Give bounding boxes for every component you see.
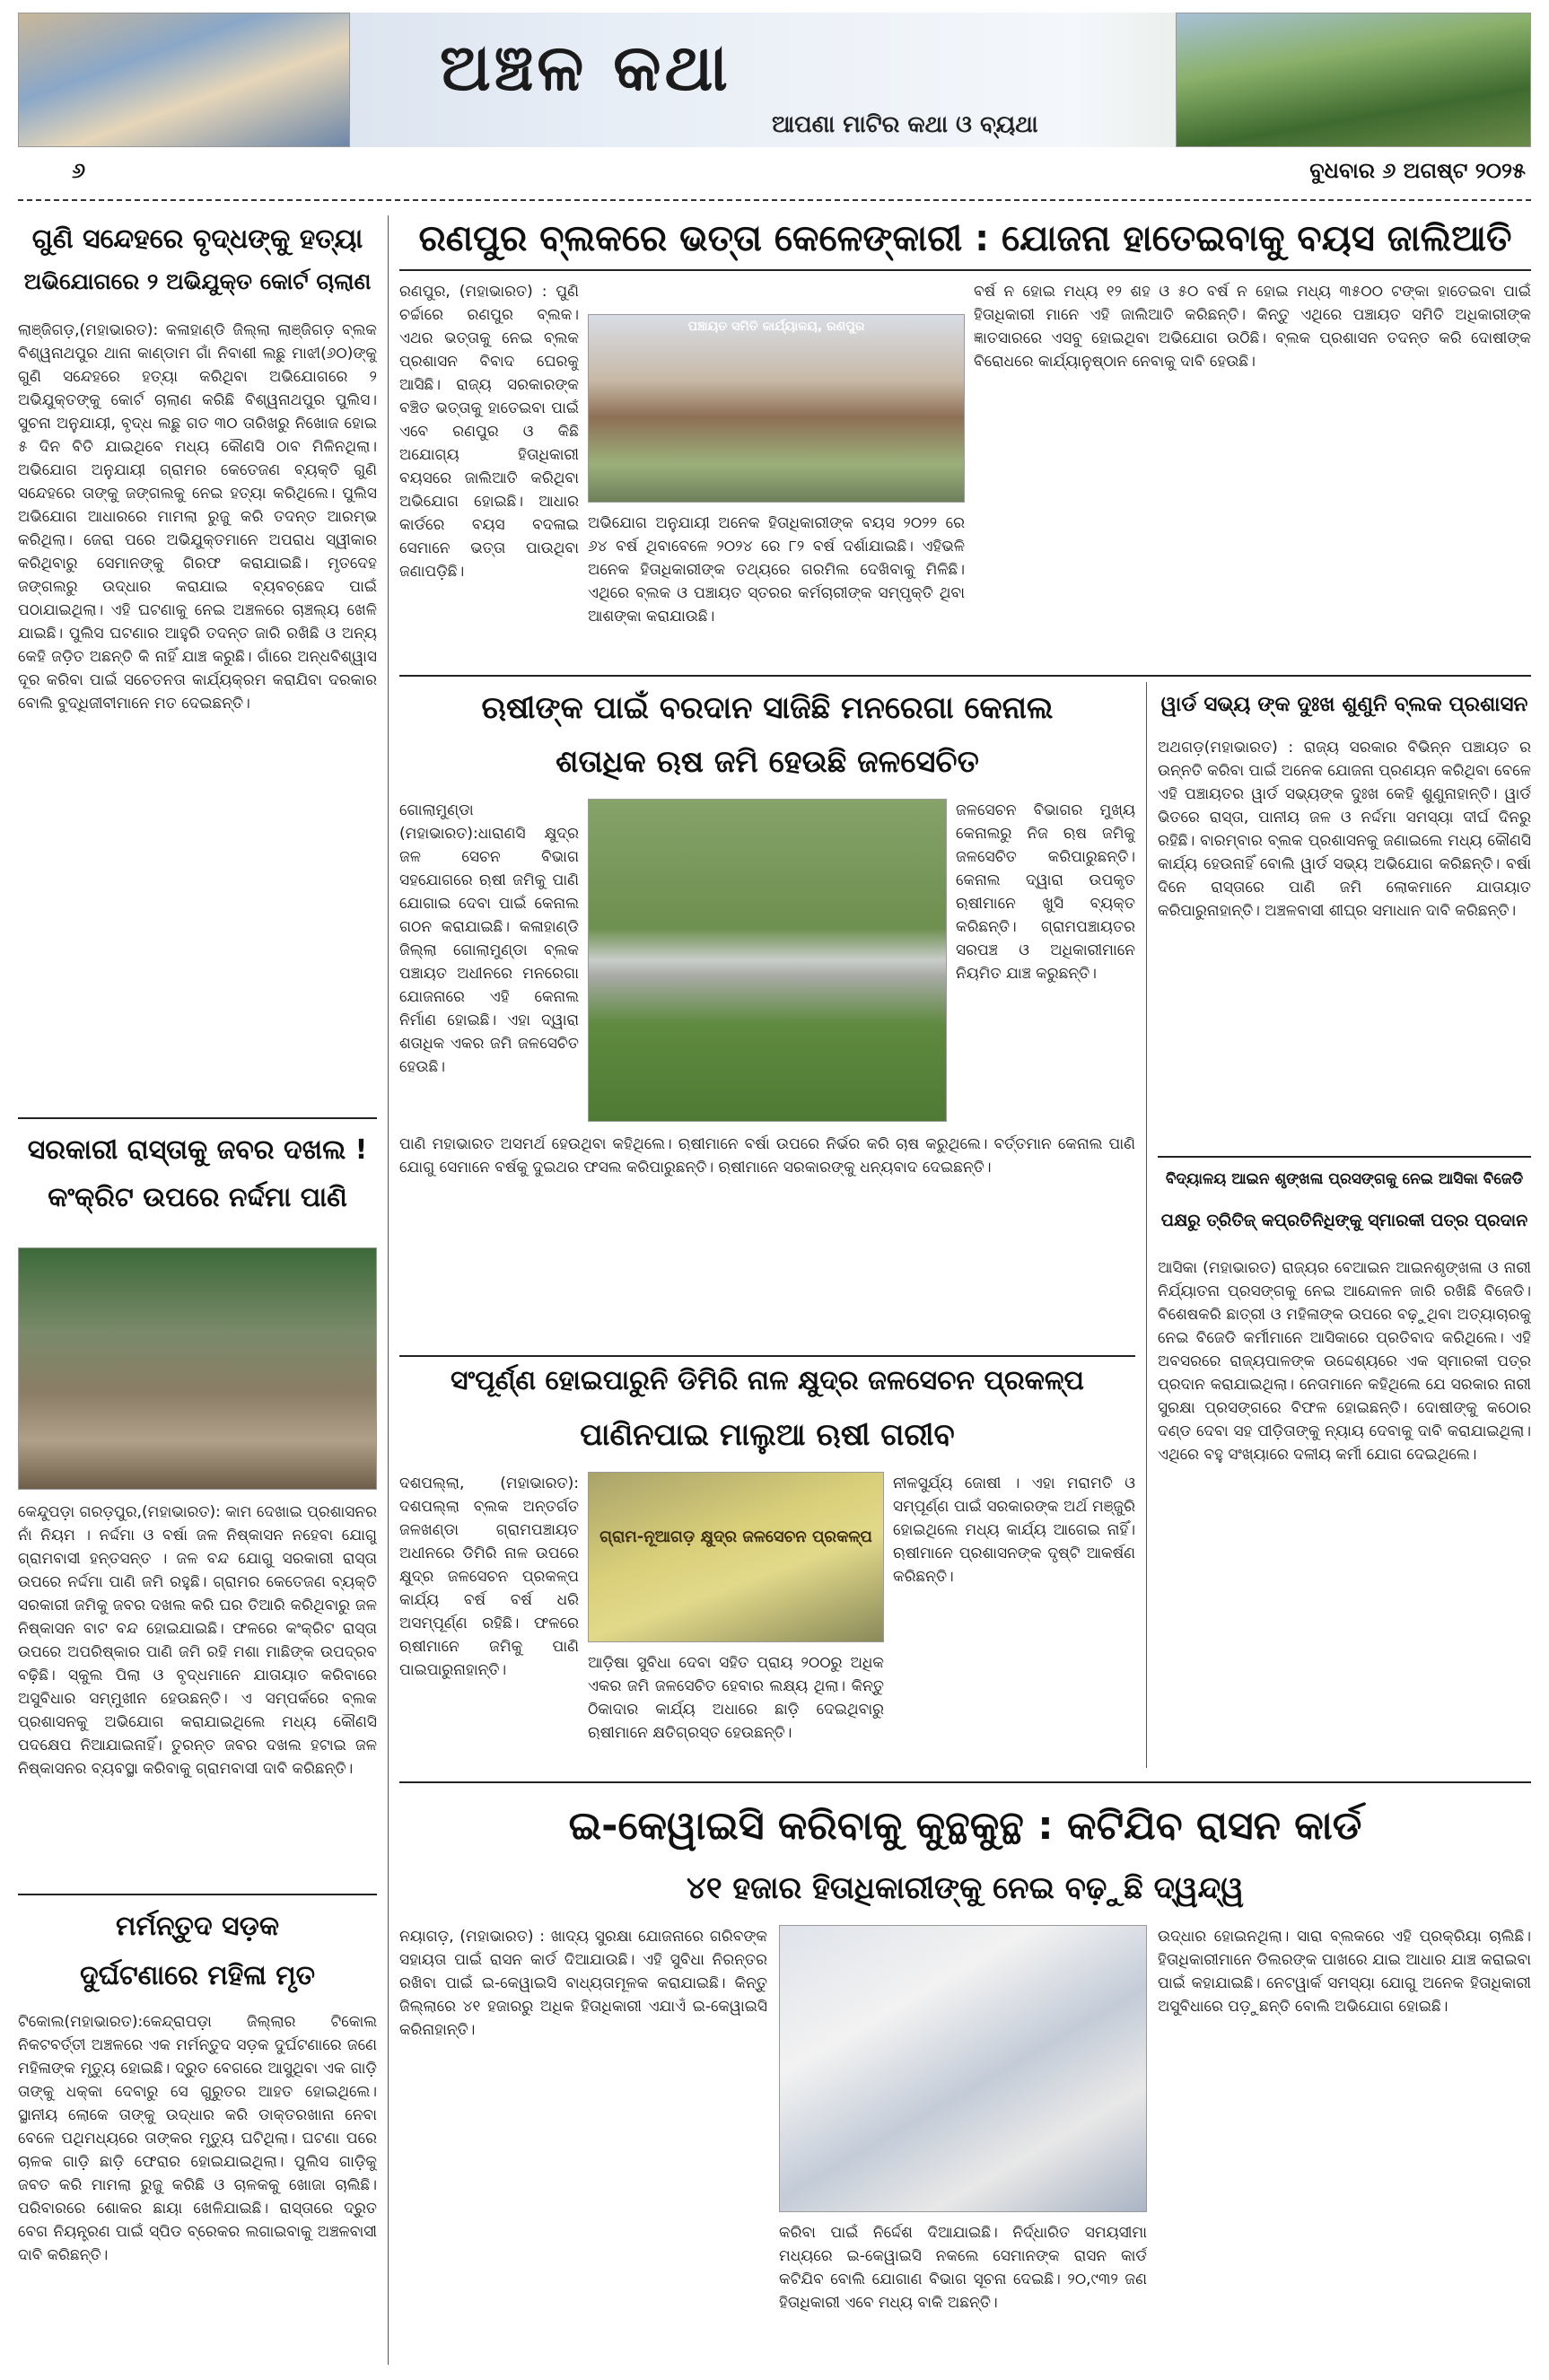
a4-bottom-rule bbox=[399, 675, 1531, 677]
a3-headline-line2: ଦୁର୍ଘଟଣାରେ ମହିଳା ମୃତ bbox=[79, 1960, 316, 1991]
a8-body-left: ଦଶପଲ୍ଲା, (ମହାଭାରତ): ଦଶପଲ୍ଲା ବ୍ଲକ ଅନ୍ତର୍ଗତ ଜଳଖଣ୍ଡା ଗ୍ରାମପଞ୍ଚାୟତ ଅଧୀନରେ ଡିମିରି ନାଳ ଉପରେ କ୍ଷୁଦ୍ର ଜଳସେଚନ ପ୍ରକଳ୍ପ କାର୍ଯ୍ୟ ବର୍ଷ ବର୍ଷ ଧରି ଅସମ୍ପୂର୍ଣ୍ଣ ରହିଛି। ଫଳରେ ଋଷୀମାନେ ଜମିକୁ ପାଣି ପାଇପାରୁନାହାନ୍ତି। bbox=[399, 1474, 579, 1679]
a5-photo-canal bbox=[588, 799, 947, 1122]
a9-body-mid: କରିବା ପାଇଁ ନିର୍ଦ୍ଦେଶ ଦିଆଯାଇଛି। ନିର୍ଦ୍ଧାରିତ ସମୟସୀମା ମଧ୍ୟରେ ଇ-କେୱାଇସି ନକଲେ ସେମାନଙ୍କ ରାସନ କାର୍ଡ କଟିଯିବ ବୋଲି ଯୋଗାଣ ବିଭାଗ ସୂଚନା ଦେଇଛି। ୨୦,୯୩୨ ଜଣ ହିତାଧିକାରୀ ଏବେ ମଧ୍ୟ ବାକି ଅଛନ୍ତି। bbox=[779, 2224, 1147, 2312]
header-rule bbox=[18, 199, 1531, 201]
a1-body: ଲାଞ୍ଜିଗଡ଼,(ମହାଭାରତ): କଳାହାଣ୍ଡି ଜିଲ୍ଲା ଲାଞ୍ଜିଗଡ଼ ବ୍ଲକ ବିଶ୍ୱନାଥପୁର ଥାନା କାଣ୍ଡାମ ଗାଁ ନିବାଶୀ ଲଛୁ ମାଝୀ(୬୦)ଙ୍କୁ ଗୁଣି ସନ୍ଦେହରେ ହତ୍ୟା କରିଥିବା ଅଭିଯୋଗରେ ୨ ଅଭିଯୁକ୍ତଙ୍କୁ କୋର୍ଟ ଚାଲାଣ କରିଛି ବିଶ୍ୱନାଥପୁର ପୁଲିସ। ସୁଚନା ଅନୁଯାୟୀ, ବୃଦ୍ଧ ଲଛୁ ଗତ ୩୦ ତାରିଖରୁ ନିଖୋଜ ହୋଇ ୫ ଦିନ ବିତି ଯାଇଥିବେ ମଧ୍ୟ କୌଣସି ଠାବ ମିଳିନଥିଲା। ଅଭିଯୋଗ ଅନୁଯାୟୀ ଗ୍ରାମର କେତେଜଣ ବ୍ୟକ୍ତି ଗୁଣି ସନ୍ଦେହରେ ତାଙ୍କୁ ଜଙ୍ଗଲକୁ ନେଇ ହତ୍ୟା କରିଥିଲେ। ପୁଲିସ ଅଭିଯୋଗ ଆଧାରରେ ମାମଲା ରୁଜୁ କରି ତଦନ୍ତ ଆରମ୍ଭ କରିଥିଲା। ଜେରା ପରେ ଅଭିଯୁକ୍ତମାନେ ଅପରାଧ ସ୍ୱୀକାର କରିଥିବାରୁ ସେମାନଙ୍କୁ ଗିରଫ କରାଯାଇଛି। ମୃତଦେହ ଜଙ୍ଗଲରୁ ଉଦ୍ଧାର କରାଯାଇ ବ୍ୟବଚ୍ଛେଦ ପାଇଁ ପଠାଯାଇଥିଲା। ଏହି ଘଟଣାକୁ ନେଇ ଅଞ୍ଚଳରେ ଚାଞ୍ଚଲ୍ୟ ଖେଳି ଯାଇଛି। ପୁଲିସ ଘଟଣାର ଆହୁରି ତଦନ୍ତ ଜାରି ରଖିଛି ଓ ଅନ୍ୟ କେହି ଜଡ଼ିତ ଅଛନ୍ତି କି ନାହିଁ ଯାଞ୍ଚ କରୁଛି। ଗାଁରେ ଅନ୍ଧବିଶ୍ୱାସ ଦୂର କରିବା ପାଇଁ ସଚେତନତା କାର୍ଯ୍ୟକ୍ରମ କରାଯିବା ଦରକାର ବୋଲି ବୁଦ୍ଧିଜୀବୀମାନେ ମତ ଦେଇଛନ୍ତି। bbox=[18, 321, 377, 713]
a4-body-mid: ଅଭିଯୋଗ ଅନୁଯାୟୀ ଅନେକ ହିତାଧିକାରୀଙ୍କ ବୟସ ୨୦୨୨ ରେ ୬୪ ବର୍ଷ ଥିବାବେଳେ ୨୦୨୪ ରେ ୮୨ ବର୍ଷ ଦର୍ଶାଯାଇଛି। ଏହିଭଳି ଅନେକ ହିତାଧିକାରୀଙ୍କ ତଥ୍ୟରେ ଗରମିଲ ଦେଖିବାକୁ ମିଳିଛି। ଏଥିରେ ବ୍ଲକ ଓ ପଞ୍ଚାୟତ ସ୍ତରର କର୍ମଚାରୀଙ୍କ ସମ୍ପୃକ୍ତି ଥିବା ଆଶଙ୍କା କରାଯାଉଛି। bbox=[588, 514, 965, 626]
a8-top-rule bbox=[399, 1355, 1135, 1357]
column-separator-right bbox=[1146, 682, 1147, 1768]
a1-headline-line2: ଅଭିଯୋଗରେ ୨ ଅଭିଯୁକ୍ତ କୋର୍ଟ ଚାଲାଣ bbox=[23, 268, 372, 294]
issue-date: ବୁଧବାର ୬ ଅଗଷ୍ଟ ୨୦୨୫ bbox=[1309, 158, 1526, 183]
masthead-photo-landscape bbox=[1176, 13, 1531, 147]
page-number: ୬ bbox=[72, 158, 86, 183]
a9-body-left: ନୟାଗଡ଼, (ମହାଭାରତ) : ଖାଦ୍ୟ ସୁରକ୍ଷା ଯୋଜନାରେ ଗରିବଙ୍କ ସହାୟତା ପାଇଁ ରାସନ କାର୍ଡ ଦିଆଯାଉଛି। ଏହି ସୁବିଧା ନିରନ୍ତର ରଖିବା ପାଇଁ ଇ-କେୱାଇସି ବାଧ୍ୟତାମୂଳକ କରାଯାଇଛି। କିନ୍ତୁ ଜିଲ୍ଲାରେ ୪୧ ହଜାରରୁ ଅଧିକ ହିତାଧିକାରୀ ଏଯାଏଁ ଇ-କେୱାଇସି କରିନାହାନ୍ତି। bbox=[399, 1928, 767, 2039]
a7-body: ଆସିକା (ମହାଭାରତ) ରାଜ୍ୟର ବେଆଇନ ଆଇନଶୃଙ୍ଖଳା ଓ ନାରୀ ନିର୍ଯ୍ୟାତନା ପ୍ରସଙ୍ଗକୁ ନେଇ ଆନ୍ଦୋଳନ ଜାରି ରଖିଛି ବିଜେଡି। ବିଶେଷକରି ଛାତ୍ରୀ ଓ ମହିଳାଙ୍କ ଉପରେ ବଢ଼ୁଥିବା ଅତ୍ୟାଚାରକୁ ନେଇ ବିଜେଡି କର୍ମୀମାନେ ଆସିକାରେ ପ୍ରତିବାଦ କରିଥିଲେ। ଏହି ଅବସରରେ ରାଜ୍ୟପାଳଙ୍କ ଉଦ୍ଦେଶ୍ୟରେ ଏକ ସ୍ମାରକୀ ପତ୍ର ପ୍ରଦାନ କରାଯାଇଥିଲା। ନେତାମାନେ କହିଥିଲେ ଯେ ସରକାର ନାରୀ ସୁରକ୍ଷା ପ୍ରସଙ୍ଗରେ ବିଫଳ ହୋଇଛନ୍ତି। ଦୋଷୀଙ୍କୁ କଠୋର ଦଣ୍ଡ ଦେବା ସହ ପୀଡ଼ିତାଙ୍କୁ ନ୍ୟାୟ ଦେବାକୁ ଦାବି କରାଯାଇଥିଲା। ଏଥିରେ ବହୁ ସଂଖ୍ୟାରେ ଦଳୀୟ କର୍ମୀ ଯୋଗ ଦେଇଥିଲେ। bbox=[1158, 1259, 1531, 1464]
a1-headline-line1: ଗୁଣି ସନ୍ଦେହରେ ବୃଦ୍ଧଙ୍କୁ ହତ୍ୟା bbox=[31, 223, 363, 255]
a6-headline: ୱାର୍ଡ ସଭ୍ୟ ଙ୍କ ଦୁଃଖ ଶୁଣୁନି ବ୍ଲକ ପ୍ରଶାସନ bbox=[1160, 693, 1528, 716]
a7-headline-line1: ବିଦ୍ୟାଳୟ ଆଇନ ଶୃଙ୍ଖଳା ପ୍ରସଙ୍ଗକୁ ନେଇ ଆସିକା ବିଜେଡି bbox=[1165, 1170, 1524, 1188]
a5-body-right: ଜଳସେଚନ ବିଭାଗର ମୁଖ୍ୟ କେନାଲରୁ ନିଜ ଋଷ ଜମିକୁ ଜଳସେଚିତ କରିପାରୁଛନ୍ତି। କେନାଲ ଦ୍ୱାରା ଉପକୃତ ଋଷୀମାନେ ଖୁସି ବ୍ୟକ୍ତ କରିଛନ୍ତି। ଗ୍ରାମପଞ୍ଚାୟତର ସରପଞ୍ଚ ଓ ଅଧିକାରୀମାନେ ନିୟମିତ ଯାଞ୍ଚ କରୁଛନ୍ତି। bbox=[956, 801, 1135, 983]
a4-body-left: ରଣପୁର, (ମହାଭାରତ) : ପୁଣି ଚର୍ଚ୍ଚାରେ ରଣପୁର ବ୍ଲକ। ଏଥର ଭତ୍ତାକୁ ନେଇ ବ୍ଲକ ପ୍ରଶାସନ ବିବାଦ ଘେରକୁ ଆସିଛି। ରାଜ୍ୟ ସରକାରଙ୍କ ବଞ୍ଚିତ ଭତ୍ତାକୁ ହାତେଇବା ପାଇଁ ଏବେ ରଣପୁର ଓ କିଛି ଅଯୋଗ୍ୟ ହିତାଧିକାରୀ ବୟସରେ ଜାଲିଆତି କରିଥିବା ଅଭିଯୋଗ ହୋଇଛି। ଆଧାର କାର୍ଡରେ ବୟସ ବଦଳାଇ ସେମାନେ ଭତ୍ତା ପାଉଥିବା ଜଣାପଡ଼ିଛି। bbox=[399, 283, 579, 581]
masthead-photo-children bbox=[18, 13, 350, 147]
a4-headline-rule bbox=[399, 269, 1531, 271]
a2-headline-line2: କଂକ୍ରିଟ ଉପରେ ନର୍ଦ୍ଦମା ପାଣି bbox=[48, 1182, 347, 1213]
a8-stone-inscription: ଗ୍ରାମ-ନୂଆଗଡ଼ କ୍ଷୁଦ୍ର ଜଳସେଚନ ପ୍ରକଳ୍ପ bbox=[599, 1527, 872, 1546]
a5-body-mid: ପାଣି ମହାଭାରତ ଅସମର୍ଥ ହେଉଥିବା କହିଥିଲେ। ଋଷୀମାନେ ବର୍ଷା ଉପରେ ନିର୍ଭର କରି ଚାଷ କରୁଥିଲେ। ବର୍ତ୍ତମାନ କେନାଲ ପାଣି ଯୋଗୁ ସେମାନେ ବର୍ଷକୁ ଦୁଇଥର ଫସଲ କରିପାରୁଛନ୍ତି। ଋଷୀମାନେ ସରକାରଙ୍କୁ ଧନ୍ୟବାଦ ଦେଇଛନ୍ତି। bbox=[399, 1135, 1135, 1177]
a9-headline: ଇ-କେୱାଇସି କରିବାକୁ କୁନ୍ଥକୁନ୍ଥ : କଟିଯିବ ରାସନ କାର୍ଡ bbox=[568, 1803, 1362, 1849]
a8-headline-line2: ପାଣିନପାଇ ମାଲୁଆ ଋଷୀ ଗରୀବ bbox=[580, 1417, 955, 1453]
left-divider-2 bbox=[18, 1894, 377, 1895]
a9-top-rule bbox=[399, 1781, 1531, 1783]
masthead bbox=[18, 13, 1531, 147]
right-divider bbox=[1158, 1156, 1531, 1158]
a9-photo-ration-cards bbox=[779, 1925, 1147, 2212]
a3-headline-line1: ମର୍ମନ୍ତୁଦ ସଡ଼କ bbox=[116, 1911, 279, 1942]
a8-headline-line1: ସଂପୂର୍ଣ୍ଣ ହୋଇପାରୁନି ଡିମିରି ନାଳ କ୍ଷୁଦ୍ର ଜଳସେଚନ ପ୍ରକଳ୍ପ bbox=[451, 1365, 1084, 1396]
a7-headline-line2: ପକ୍ଷରୁ ତ୍ରିତିଜ୍ କପ୍ରତିନିଧିଙ୍କୁ ସ୍ମାରକୀ ପତ୍ର ପ୍ରଦାନ bbox=[1160, 1211, 1528, 1230]
left-divider-1 bbox=[18, 1117, 377, 1119]
a3-body: ଟିକୋଲ(ମହାଭାରତ):କେନ୍ଦ୍ରାପଡ଼ା ଜିଲ୍ଲାର ଟିକୋଲ ନିକଟବର୍ତ୍ତୀ ଅଞ୍ଚଳରେ ଏକ ମର୍ମନ୍ତୁଦ ସଡ଼କ ଦୁର୍ଘଟଣାରେ ଜଣେ ମହିଳାଙ୍କ ମୃତ୍ୟୁ ହୋଇଛି। ଦ୍ରୁତ ବେଗରେ ଆସୁଥିବା ଏକ ଗାଡ଼ି ତାଙ୍କୁ ଧକ୍କା ଦେବାରୁ ସେ ଗୁରୁତର ଆହତ ହୋଇଥିଲେ। ସ୍ଥାନୀୟ ଲୋକେ ତାଙ୍କୁ ଉଦ୍ଧାର କରି ଡାକ୍ତରଖାନା ନେବା ବେଳେ ପଥିମଧ୍ୟରେ ତାଙ୍କର ମୃତ୍ୟୁ ଘଟିଥିଲା। ଘଟଣା ପରେ ଚାଳକ ଗାଡ଼ି ଛାଡ଼ି ଫେରାର ହୋଇଯାଇଥିଲା। ପୁଲିସ ଗାଡ଼ିକୁ ଜବତ କରି ମାମଲା ରୁଜୁ କରିଛି ଓ ଚାଳକକୁ ଖୋଜା ଚାଲିଛି। ପରିବାରରେ ଶୋକର ଛାୟା ଖେଳିଯାଇଛି। ରାସ୍ତାରେ ଦ୍ରୁତ ବେଗ ନିୟନ୍ତ୍ରଣ ପାଇଁ ସ୍ପିଡ ବ୍ରେକର ଲଗାଇବାକୁ ଅଞ୍ଚଳବାସୀ ଦାବି କରିଛନ୍ତି। bbox=[18, 2013, 377, 2264]
column-separator-left bbox=[388, 215, 389, 2365]
a5-headline-line1: ଋଷୀଙ୍କ ପାଇଁ ବରଦାନ ସାଜିଛି ମନରେଗା କେନାଲ bbox=[481, 690, 1054, 726]
a6-body: ଅଥଗଡ଼(ମହାଭାରତ) : ରାଜ୍ୟ ସରକାର ବିଭିନ୍ନ ପଞ୍ଚାୟତ ର ଉନ୍ନତି କରିବା ପାଇଁ ଅନେକ ଯୋଜନା ପ୍ରଣୟନ କରିଥିବା ବେଳେ ଏହି ପଞ୍ଚାୟତର ୱାର୍ଡ ସଭ୍ୟଙ୍କ ଦୁଃଖ କେହି ଶୁଣୁନାହାନ୍ତି। ୱାର୍ଡ ଭିତରେ ରାସ୍ତା, ପାନୀୟ ଜଳ ଓ ନର୍ଦ୍ଦମା ସମସ୍ୟା ଦୀର୍ଘ ଦିନରୁ ରହିଛି। ବାରମ୍ବାର ବ୍ଲକ ପ୍ରଶାସନକୁ ଜଣାଇଲେ ମଧ୍ୟ କୌଣସି କାର୍ଯ୍ୟ ହେଉନାହିଁ ବୋଲି ୱାର୍ଡ ସଭ୍ୟ ଅଭିଯୋଗ କରିଛନ୍ତି। ବର୍ଷା ଦିନେ ରାସ୍ତାରେ ପାଣି ଜମି ଲୋକମାନେ ଯାତାୟାତ କରିପାରୁନାହାନ୍ତି। ଅଞ୍ଚଳବାସୀ ଶୀଘ୍ର ସମାଧାନ ଦାବି କରିଛନ୍ତି। bbox=[1158, 739, 1531, 920]
a4-headline: ରଣପୁର ବ୍ଲକରେ ଭତ୍ତା କେଳେଙ୍କାରୀ : ଯୋଜନା ହାତେଇବାକୁ ବୟସ ଜାଲିଆତି bbox=[418, 218, 1512, 259]
a8-body-right: ନୀଳସୁର୍ଯ୍ୟ ଜୋଷୀ । ଏହା ମରାମତି ଓ ସମ୍ପୂର୍ଣ୍ଣ ପାଇଁ ସରକାରଙ୍କ ଅର୍ଥ ମଞ୍ଜୁରି ହୋଇଥିଲେ ମଧ୍ୟ କାର୍ଯ୍ୟ ଆଗେଇ ନାହିଁ। ଋଷୀମାନେ ପ୍ରଶାସନଙ୍କ ଦୃଷ୍ଟି ଆକର୍ଷଣ କରିଛନ୍ତି। bbox=[893, 1474, 1135, 1586]
a4-photo-caption: ପଞ୍ଚାୟତ ସମିତି କାର୍ଯ୍ୟାଳୟ, ରଣପୁର bbox=[687, 319, 865, 334]
a5-body-left: ଗୋଲାମୁଣ୍ଡା (ମହାଭାରତ):ଧାରାଣସି କ୍ଷୁଦ୍ର ଜଳ ସେଚନ ବିଭାଗ ସହଯୋଗରେ ଋଷୀ ଜମିକୁ ପାଣି ଯୋଗାଇ ଦେବା ପାଇଁ କେନାଲ ଗଠନ କରାଯାଇଛି। କଳାହାଣ୍ଡି ଜିଲ୍ଲା ଗୋଲାମୁଣ୍ଡା ବ୍ଲକ ପଞ୍ଚାୟତ ଅଧୀନରେ ମନରେଗା ଯୋଜନାରେ ଏହି କେନାଲ ନିର୍ମାଣ ହୋଇଛି। ଏହା ଦ୍ୱାରା ଶତାଧିକ ଏକର ଜମି ଜଳସେଚିତ ହେଉଛି। bbox=[399, 801, 579, 1076]
a4-body-right: ବର୍ଷ ନ ହୋଇ ମଧ୍ୟ ୧୨ ଶହ ଓ ୫୦ ବର୍ଷ ନ ହୋଇ ମଧ୍ୟ ୩୫୦୦ ଟଙ୍କା ହାତେଇବା ପାଇଁ ହିତାଧିକାରୀ ମାନେ ଏହି ଜାଲିଆତି କରିଛନ୍ତି। କିନ୍ତୁ ଏଥିରେ ପଞ୍ଚାୟତ ସମିତି ଅଧିକାରୀଙ୍କ ଜ୍ଞାତସାରରେ ଏସବୁ ହୋଇଥିବା ଅଭିଯୋଗ ଉଠିଛି। ବ୍ଲକ ପ୍ରଶାସନ ତଦନ୍ତ କରି ଦୋଷୀଙ୍କ ବିରୋଧରେ କାର୍ଯ୍ୟାନୁଷ୍ଠାନ ନେବାକୁ ଦାବି ହେଉଛି। bbox=[974, 283, 1531, 371]
a8-photo-project-stone bbox=[588, 1472, 884, 1642]
newspaper-title: ଅଞ୍ଚଳ କଥା bbox=[440, 29, 731, 105]
a2-body: କେନ୍ଦୁପଡ଼ା ଗରଡ଼ପୁର,(ମହାଭାରତ): କାମ ଦେଖାଇ ପ୍ରଶାସନର ନାଁ ନିୟମ । ନର୍ଦ୍ଦମା ଓ ବର୍ଷା ଜଳ ନିଷ୍କାସନ ନହେବା ଯୋଗୁ ଗ୍ରାମବାସୀ ହନ୍ତସନ୍ତ । ଜଳ ବନ୍ଦ ଯୋଗୁ ସରକାରୀ ରାସ୍ତା ଉପରେ ନର୍ଦ୍ଦମା ପାଣି ଜମି ରହୁଛି। ଗ୍ରାମର କେତେଜଣ ବ୍ୟକ୍ତି ସରକାରୀ ଜମିକୁ ଜବର ଦଖଲ କରି ଘର ତିଆରି କରିଥିବାରୁ ଜଳ ନିଷ୍କାସନ ବାଟ ବନ୍ଦ ହୋଇଯାଇଛି। ଫଳରେ କଂକ୍ରିଟ ରାସ୍ତା ଉପରେ ଅପରିଷ୍କାର ପାଣି ଜମି ରହି ମଶା ମାଛିଙ୍କ ଉପଦ୍ରବ ବଢ଼ିଛି। ସ୍କୁଲ ପିଲା ଓ ବୃଦ୍ଧମାନେ ଯାତାୟାତ କରିବାରେ ଅସୁବିଧାର ସମ୍ମୁଖୀନ ହେଉଛନ୍ତି। ଏ ସମ୍ପର୍କରେ ବ୍ଲକ ପ୍ରଶାସନକୁ ଅଭିଯୋଗ କରାଯାଇଥିଲେ ମଧ୍ୟ କୌଣସି ପଦକ୍ଷେପ ନିଆଯାଇନାହିଁ। ତୁରନ୍ତ ଜବର ଦଖଲ ହଟାଇ ଜଳ ନିଷ୍କାସନର ବ୍ୟବସ୍ଥା କରିବାକୁ ଗ୍ରାମବାସୀ ଦାବି କରିଛନ୍ତି। bbox=[18, 1503, 377, 1778]
a2-headline-line1: ସରକାରୀ ରାସ୍ତାକୁ ଜବର ଦଖଲ ! bbox=[27, 1134, 368, 1166]
newspaper-tagline: ଆପଣା ମାଟିର କଥା ଓ ବ୍ୟଥା bbox=[772, 111, 1038, 138]
a9-body-right: ଉଦ୍ଧାର ହୋଇନଥିଲା। ସାରା ବ୍ଲକରେ ଏହି ପ୍ରକ୍ରିୟା ଚାଲିଛି। ହିତାଧିକାରୀମାନେ ଡିଲରଙ୍କ ପାଖରେ ଯାଇ ଆଧାର ଯାଞ୍ଚ କରାଇବା ପାଇଁ କହାଯାଇଛି। ନେଟୱାର୍କ ସମସ୍ୟା ଯୋଗୁ ଅନେକ ହିତାଧିକାରୀ ଅସୁବିଧାରେ ପଡ଼ୁଛନ୍ତି ବୋଲି ଅଭିଯୋଗ ହୋଇଛି। bbox=[1158, 1928, 1531, 2016]
a8-body-mid: ଆଡ଼ିଷା ସୁବିଧା ଦେବା ସହିତ ପ୍ରାୟ ୨୦୦ରୁ ଅଧିକ ଏକର ଜମି ଜଳସେଚିତ ହେବାର ଲକ୍ଷ୍ୟ ଥିଲା। କିନ୍ତୁ ଠିକାଦାର କାର୍ଯ୍ୟ ଅଧାରେ ଛାଡ଼ି ଦେଇଥିବାରୁ ଋଷୀମାନେ କ୍ଷତିଗ୍ରସ୍ତ ହେଉଛନ୍ତି। bbox=[588, 1654, 884, 1742]
a9-subheadline: ୪୧ ହଜାର ହିତାଧିକାରୀଙ୍କୁ ନେଇ ବଢ଼ୁଛି ଦ୍ୱନ୍ଦ୍ୱ bbox=[687, 1870, 1244, 1906]
a4-photo-block-office bbox=[588, 314, 965, 503]
a5-headline-line2: ଶତାଧିକ ଋଷ ଜମି ହେଉଛି ଜଳସେଚିତ bbox=[556, 744, 979, 780]
a2-photo-waterlogged-road bbox=[18, 1247, 377, 1490]
